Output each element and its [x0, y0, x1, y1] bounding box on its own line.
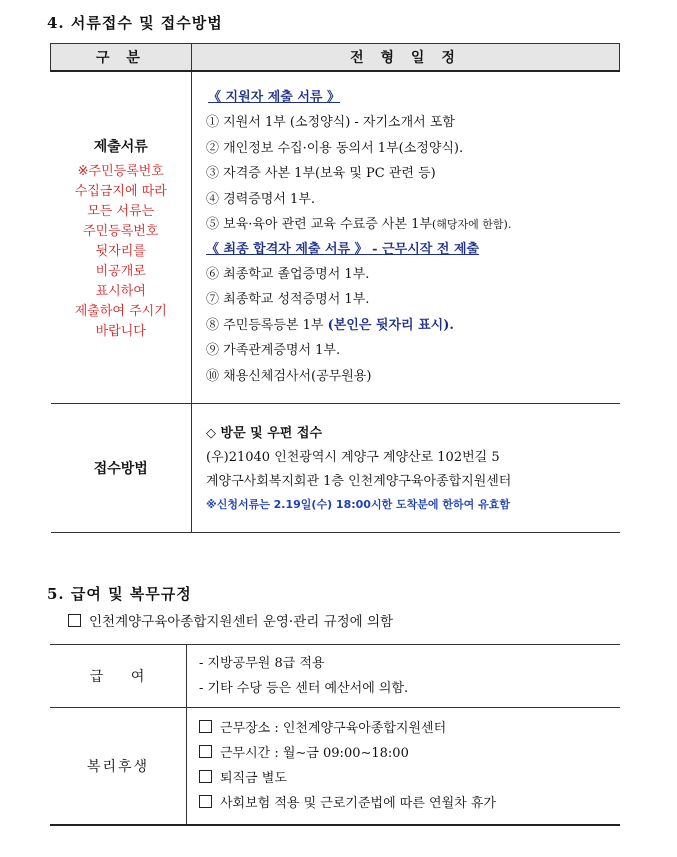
salary-cell [187, 645, 621, 708]
checkbox-icon [199, 795, 212, 808]
note-line: 주민등록번호 [83, 224, 159, 239]
visit-title: ◇ 방문 및 우편 접수 [206, 425, 323, 441]
salary-line: - 기타 수당 등은 센터 예산서에 의함. [199, 681, 409, 696]
welfare-label: 복리후생 [50, 708, 187, 826]
salary-line: - 지방공무원 8급 적용 [199, 656, 325, 671]
salary-label: 급 여 [50, 645, 187, 708]
note-line: 비공개로 [95, 264, 146, 279]
note-line: 수집금지에 따라 [74, 184, 167, 199]
doc-item: ① 지원서 1부 (소정양식) - 자기소개서 포함 [206, 115, 455, 130]
doc-item-suffix: (해당자에 한함). [432, 218, 512, 231]
note-line: ※주민등록번호 [77, 164, 164, 179]
doc-item: ⑥ 최종학교 졸업증명서 1부. [206, 266, 370, 282]
doc-item-highlight: (본인은 뒷자리 표시). [327, 317, 454, 333]
method-category-cell [51, 404, 192, 533]
application-table [50, 43, 620, 533]
note-line: 바랍니다 [95, 324, 146, 339]
welfare-line [199, 716, 619, 741]
documents-list-cell [192, 71, 620, 404]
method-cell [192, 404, 620, 533]
doc-item: ⑩ 채용신체검사서(공무원용) [206, 368, 372, 384]
header-schedule: 전 형 일 정 [192, 44, 620, 72]
address-line: (우)21040 인천광역시 계양구 계양산로 102번길 5 [206, 449, 500, 465]
welfare-text: 퇴직금 별도 [220, 771, 287, 786]
welfare-line [199, 741, 619, 766]
welfare-line [199, 766, 619, 791]
applicant-docs-title: 《 지원자 제출 서류 》 [208, 90, 341, 105]
section4-title: 4. 서류접수 및 접수방법 [47, 14, 223, 32]
note-line: 모든 서류는 [87, 204, 155, 219]
note-line: 표시하여 [95, 284, 146, 299]
doc-item [206, 313, 619, 339]
final-docs-title: 《 최종 합격자 제출 서류 》 - 근무시작 전 제출 [206, 241, 480, 257]
doc-item: ② 개인정보 수집·이용 동의서 1부(소정양식). [206, 140, 464, 156]
checkbox-icon [68, 614, 81, 627]
documents-category-cell [51, 71, 192, 404]
regulation-line [68, 610, 393, 630]
documents-category: 제출서류 [93, 139, 148, 155]
doc-item [206, 212, 619, 238]
checkbox-icon [199, 720, 212, 733]
regulation-text: 인천계양구육아종합지원센터 운영·관리 규정에 의함 [89, 614, 394, 630]
method-category: 접수방법 [93, 461, 148, 477]
deadline-note: ※신청서류는 2.19일(수) 18:00시한 도착분에 한하여 유효함 [206, 497, 510, 511]
welfare-text: 사회보험 적용 및 근로기준법에 따른 연월차 휴가 [220, 796, 496, 811]
checkbox-icon [199, 770, 212, 783]
note-line: 제출하여 주시기 [74, 304, 167, 319]
doc-item: ⑨ 가족관계증명서 1부. [206, 343, 341, 358]
welfare-text: 근무장소 : 인천계양구육아종합지원센터 [220, 721, 447, 736]
section5-title: 5. 급여 및 복무규정 [47, 585, 192, 603]
documents-note [52, 162, 191, 342]
header-category: 구 분 [51, 44, 192, 72]
doc-item: ⑦ 최종학교 성적증명서 1부. [206, 292, 370, 307]
welfare-line [199, 791, 619, 816]
address-line: 계양구사회복지회관 1층 인천계양구육아종합지원센터 [206, 473, 512, 489]
welfare-cell [187, 708, 621, 826]
salary-table [50, 644, 620, 826]
doc-item-text: ⑤ 보육·육아 관련 교육 수료증 사본 1부 [206, 217, 433, 232]
note-line: 뒷자리를 [95, 244, 146, 259]
doc-item: ④ 경력증명서 1부. [206, 191, 316, 207]
doc-item: ③ 자격증 사본 1부(보육 및 PC 관련 등) [206, 166, 436, 181]
welfare-text: 근무시간 : 월∼금 09:00∼18:00 [220, 746, 409, 761]
doc-item-text: ⑧ 주민등록등본 1부 [206, 317, 328, 333]
checkbox-icon [199, 745, 212, 758]
